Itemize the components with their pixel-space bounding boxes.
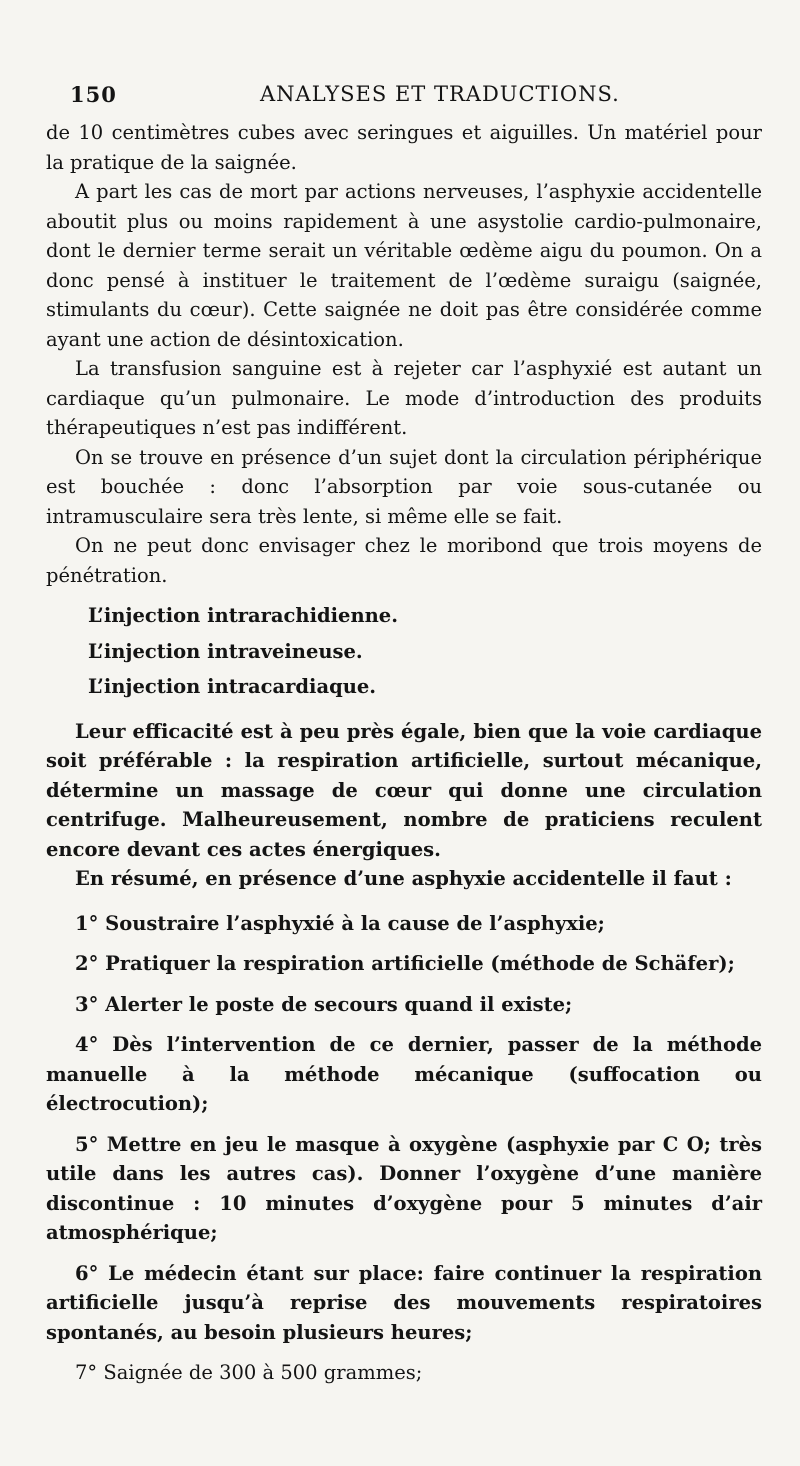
running-title: ANALYSES ET TRADUCTIONS. — [260, 82, 620, 106]
step-item: 5° Mettre en jeu le masque à oxygène (asphyxie par C O; très utile dans les autres cas). Donner l’oxygène d’une manière discontinue : 10 minutes d’oxygène pour 5 minutes d’air atmosphérique; — [46, 1132, 762, 1244]
paragraph-transfusion: La transfusion sanguine est à rejeter car l’asphyxié est autant un cardiaque qu’un pulmonaire. Le mode d’introduction des produits thérapeutiques n’est pas indifférent. — [46, 357, 762, 439]
paragraph-asphyxia-mechanism: A part les cas de mort par actions nerveuses, l’asphyxie accidentelle aboutit plus ou moins rapidement à une asystolie cardio-pulmonaire, dont le dernier terme serait un véritable œdème aigu du poumon. On a donc pensé à instituer le traitement de l’œdème suraigu (saignée, stimulants du cœur). Cette saignée ne doit pas être considérée comme ayant une action de désintoxication. — [46, 180, 762, 351]
page-header — [70, 82, 730, 112]
step-item: 6° Le médecin étant sur place: faire continuer la respiration artificielle jusqu’à reprise des mouvements respiratoires spontanés, au besoin plusieurs heures; — [46, 1261, 762, 1344]
paragraph-routes-intro: On ne peut donc envisager chez le moribond que trois moyens de pénétration. — [46, 534, 762, 587]
paragraph-efficacy: Leur efficacité est à peu près égale, bien que la voie cardiaque soit préférable : la respiration artificielle, surtout mécanique, détermine un massage de cœur qui donne une circulation centrifuge. Malheureusement, nombre de praticiens reculent encore devant ces actes énergiques. — [46, 719, 762, 861]
route-item: L’injection intracardiaque. — [88, 675, 377, 698]
step-item: 4° Dès l’intervention de ce dernier, passer de la méthode manuelle à la méthode mécanique (suffocation ou électrocution); — [46, 1033, 762, 1115]
summary-intro: En résumé, en présence d’une asphyxie accidentelle il faut : — [75, 867, 732, 890]
body-text — [46, 118, 762, 1388]
step-item: 2° Pratiquer la respiration artificielle (méthode de Schäfer); — [75, 952, 735, 975]
route-item: L’injection intraveineuse. — [88, 639, 363, 663]
paragraph-continuation: de 10 centimètres cubes avec seringues et aiguilles. Un matériel pour la pratique de la saignée. — [46, 121, 762, 174]
step-item: 7° Saignée de 300 à 500 grammes; — [75, 1361, 423, 1384]
page-number: 150 — [70, 82, 117, 107]
route-item: L’injection intrarachidienne. — [88, 604, 399, 627]
paragraph-peripheral-circulation: On se trouve en présence d’un sujet dont la circulation périphérique est bouchée : donc l’absorption par voie sous-cutanée ou intramusculaire sera très lente, si même elle se fait. — [46, 445, 762, 528]
step-item: 3° Alerter le poste de secours quand il existe; — [75, 992, 573, 1016]
step-item: 1° Soustraire l’asphyxié à la cause de l’asphyxie; — [75, 911, 605, 935]
